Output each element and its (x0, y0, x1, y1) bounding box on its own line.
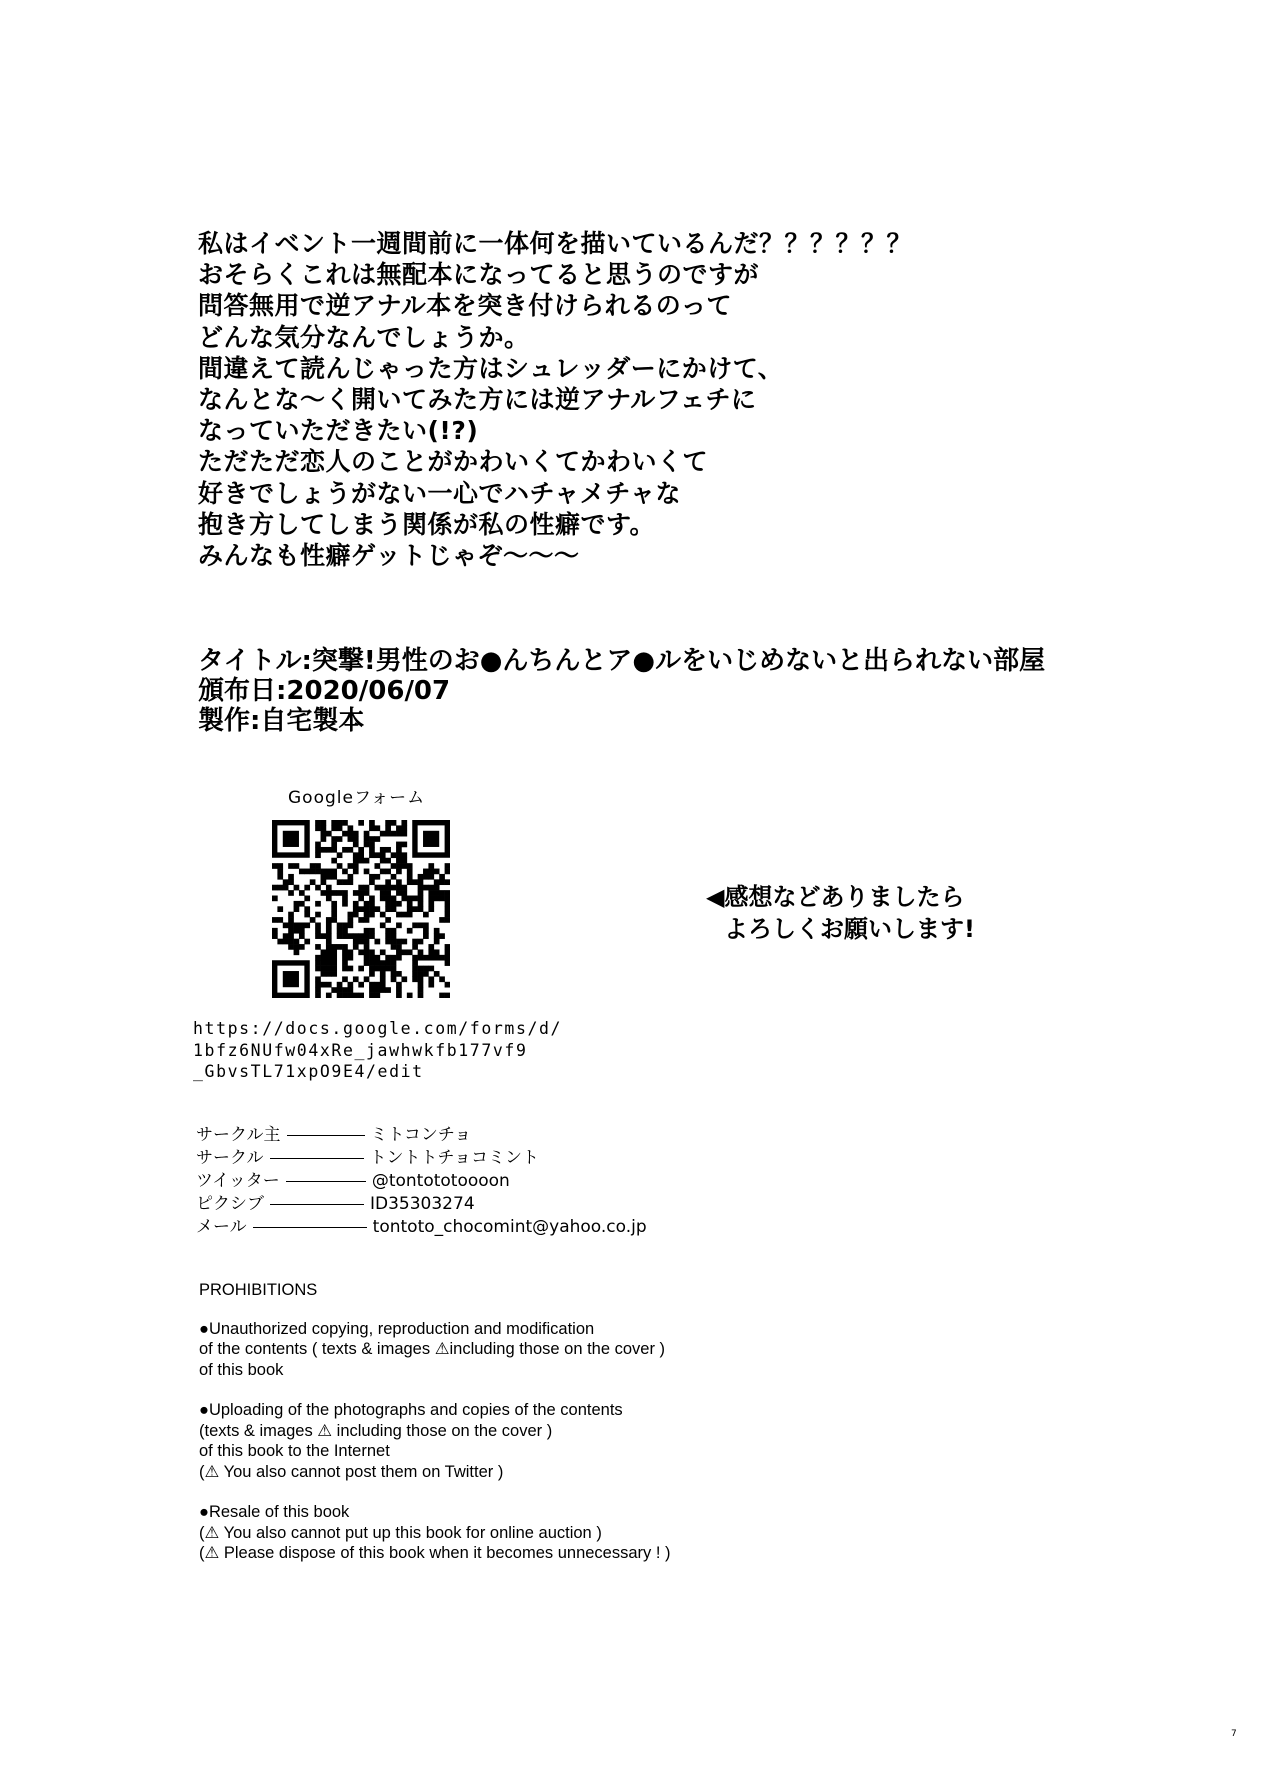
afterword-line: なんとな〜く開いてみた方には逆アナルフェチに (198, 385, 757, 415)
afterword-line: ただただ恋人のことがかわいくてかわいくて (198, 447, 709, 477)
afterword-line: 抱き方してしまう関係が私の性癖です。 (198, 509, 656, 539)
prohibitions-heading: PROHIBITIONS (199, 1281, 318, 1299)
circle-info (196, 1124, 647, 1239)
prohibition-line: of the contents ( texts & images ⚠including those on the cover ) (199, 1340, 666, 1358)
prohibition-line: (⚠ Please dispose of this book when it becomes unnecessary ! ) (199, 1544, 671, 1562)
feedback-request-line-2: よろしくお願いします! (724, 915, 975, 943)
prohibition-line: ●Unauthorized copying, reproduction and modification (199, 1319, 595, 1338)
twitter-label: ツイッター (196, 1171, 280, 1191)
prohibition-line: ●Resale of this book (199, 1503, 350, 1521)
prohibition-line: (⚠ You also cannot put up this book for online auction ) (199, 1523, 602, 1542)
circle-owner-value: ミトコンチョ (370, 1125, 472, 1145)
leader-line (287, 1135, 365, 1136)
afterword-line: おそらくこれは無配本になってると思うのですが (198, 260, 760, 290)
google-form-label: Googleフォーム (288, 788, 426, 808)
afterword-line: 好きでしょうがない一心でハチャメチャな (198, 478, 682, 508)
circle-info-row (196, 1147, 647, 1170)
prohibition-line: (⚠ You also cannot post them on Twitter ) (199, 1462, 504, 1481)
mail-value[interactable]: tontoto_chocomint@yahoo.co.jp (372, 1217, 647, 1237)
afterword-line: みんなも性癖ゲットじゃぞ〜〜〜 (198, 541, 580, 571)
release-date: 頒布日:2020/06/07 (198, 676, 451, 706)
circle-label: サークル (196, 1148, 264, 1168)
production: 製作:自宅製本 (198, 706, 365, 736)
circle-info-row (196, 1170, 647, 1193)
form-url-line: _GbvsTL71xpO9E4/edit (193, 1062, 424, 1081)
page-number: 7 (1231, 1729, 1237, 1739)
prohibition-line: ●Uploading of the photographs and copies of the contents (199, 1401, 623, 1419)
qr-code-icon[interactable] (272, 820, 450, 998)
form-url[interactable] (193, 1018, 562, 1083)
leader-line (253, 1227, 367, 1228)
afterword-line: 私はイベント一週間前に一体何を描いているんだ？？？？？？ (198, 229, 913, 258)
pixiv-label: ピクシブ (196, 1194, 264, 1214)
twitter-value[interactable]: @tontototoooon (371, 1171, 510, 1191)
pixiv-value[interactable]: ID35303274 (370, 1194, 475, 1214)
book-title: タイトル:突撃!男性のお●んちんとア●ルをいじめないと出られない部屋 (198, 646, 1046, 676)
feedback-request-line-1: ◀感想などありましたら (706, 883, 965, 911)
prohibition-item (199, 1319, 671, 1381)
circle-info-row (196, 1124, 647, 1147)
prohibition-line: of this book (199, 1360, 284, 1379)
feedback-request (706, 881, 975, 945)
leader-line (270, 1158, 364, 1159)
circle-owner-label: サークル主 (196, 1125, 281, 1145)
afterword-line: なっていただきたい(!?) (198, 416, 479, 446)
book-info (198, 646, 1045, 736)
prohibition-item (199, 1502, 671, 1564)
afterword-line: 問答無用で逆アナル本を突き付けられるのって (198, 291, 733, 321)
afterword-line: どんな気分なんでしょうか。 (198, 322, 530, 352)
circle-info-row (196, 1216, 647, 1239)
prohibition-line: (texts & images ⚠ including those on the cover ) (199, 1421, 553, 1440)
circle-value: トントトチョコミント (369, 1148, 539, 1168)
leader-line (270, 1204, 364, 1205)
prohibitions (199, 1280, 671, 1584)
leader-line (286, 1181, 366, 1182)
prohibition-line: of this book to the Internet (199, 1442, 390, 1460)
prohibition-item (199, 1400, 671, 1482)
afterword-line: 間違えて読んじゃった方はシュレッダーにかけて、 (198, 353, 784, 383)
form-url-line: https://docs.google.com/forms/d/ (193, 1019, 563, 1038)
circle-info-row (196, 1193, 647, 1216)
afterword (198, 228, 1138, 571)
form-url-line: 1bfz6NUfw04xRe_jawhwkfb177vf9 (193, 1040, 528, 1060)
mail-label: メール (196, 1217, 247, 1237)
